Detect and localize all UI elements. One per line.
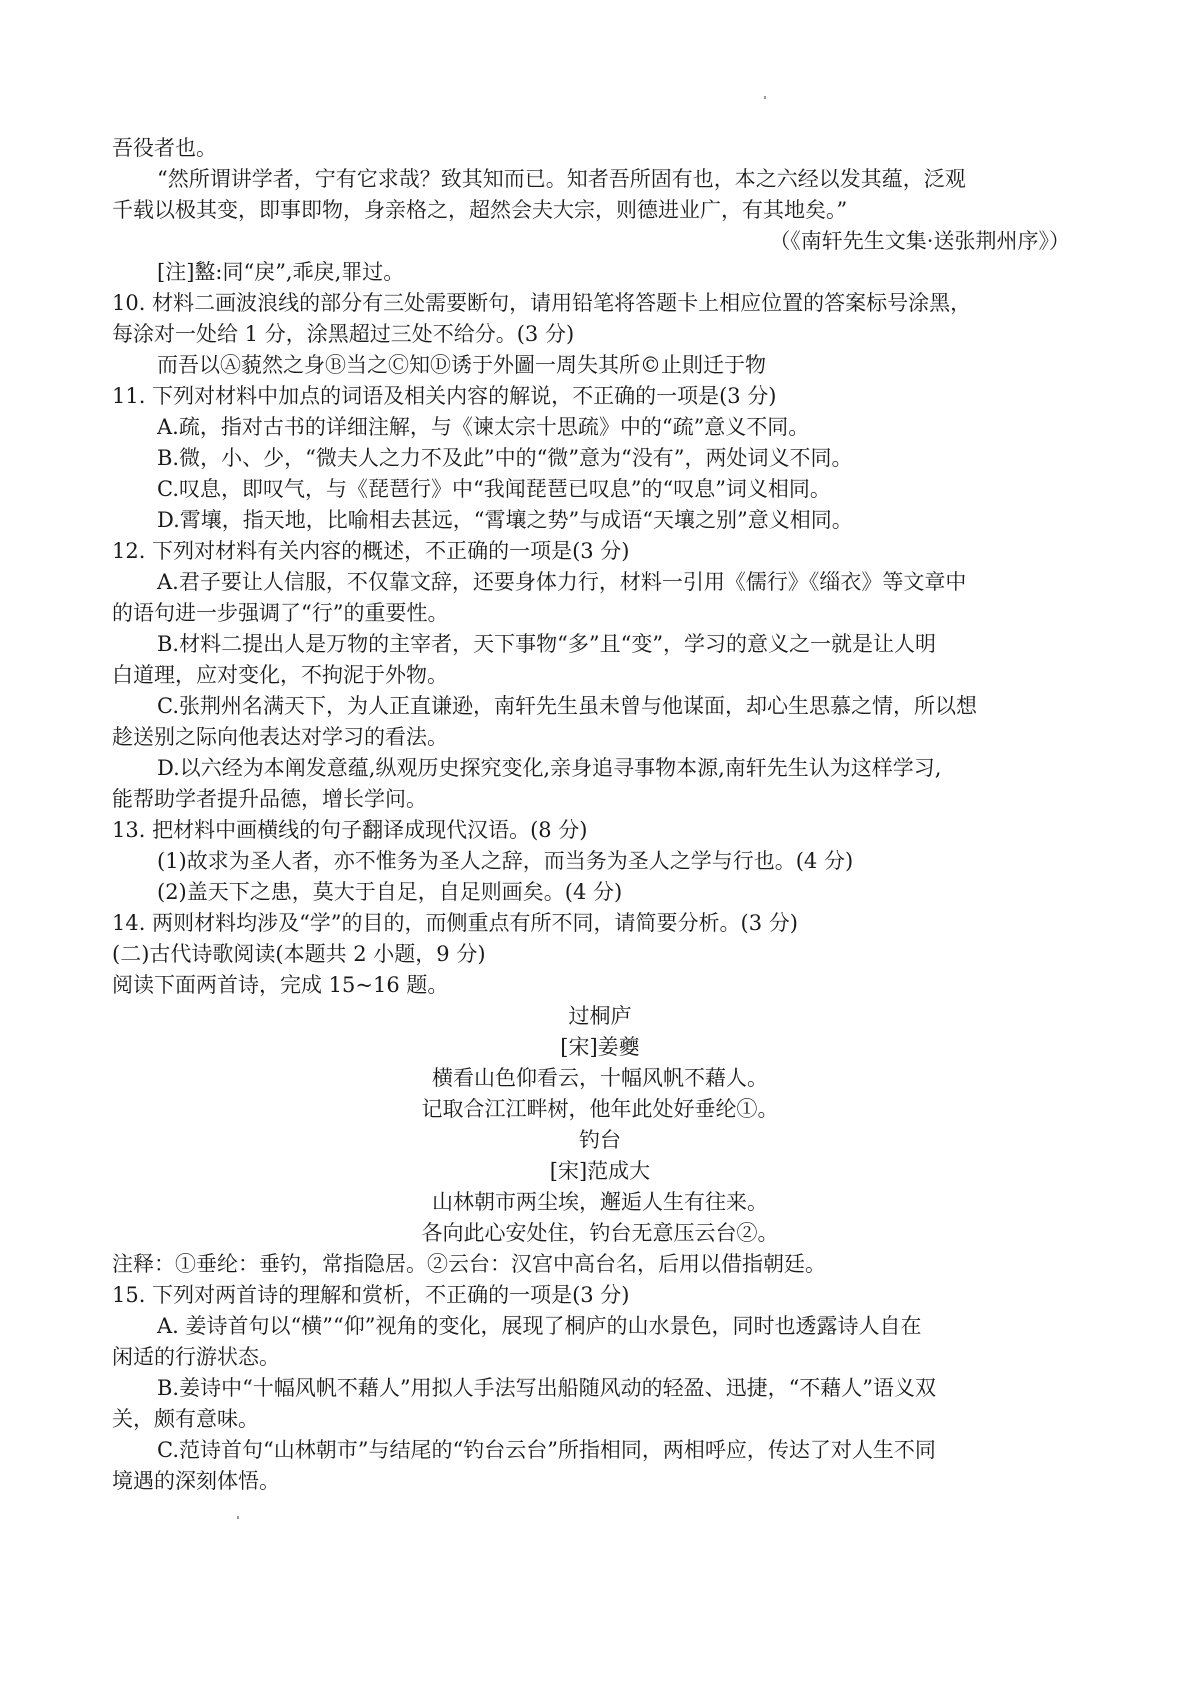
question-11: 11. 下列对材料中加点的词语及相关内容的解说，不正确的一项是(3 分) [112,384,777,408]
poem-title: 过桐庐 [568,1004,632,1028]
option-d: D.霄壤，指天地，比喻相去甚远，“霄壤之势”与成语“天壤之别”意义相同。 [157,508,853,532]
scan-speck [764,96,766,99]
option-b: B.姜诗中“十幅风帆不藉人”用拟人手法写出船随风动的轻盈、迅捷，“不藉人”语义双 [157,1376,937,1400]
option-c: C.范诗首句“山林朝市”与结尾的“钓台云台”所指相同，两相呼应，传达了对人生不同 [157,1438,936,1462]
option-a: A.疏，指对古书的详细注解，与《谏太宗十思疏》中的“疏”意义不同。 [157,415,810,439]
passage-line: 吾役者也。 [112,136,217,160]
option-c-cont: 趁送别之际向他表达对学习的看法。 [112,725,448,749]
poem-line: 横看山色仰看云，十幅风帆不藉人。 [432,1066,768,1090]
poem-author: [宋]范成大 [549,1159,651,1183]
scan-speck [237,1516,239,1519]
poem-author: [宋]姜夔 [560,1035,640,1059]
option-b-cont: 白道理，应对变化，不拘泥于外物。 [112,663,448,687]
option-b: B.材料二提出人是万物的主宰者，天下事物“多”且“变”，学习的意义之一就是让人明 [157,632,937,656]
poem-line: 山林朝市两尘埃，邂逅人生有往来。 [432,1190,768,1214]
question-10-sentence: 而吾以Ⓐ藐然之身Ⓑ当之Ⓒ知Ⓓ诱于外圖一周失其所©止則迁于物 [157,353,766,377]
option-a-cont: 的语句进一步强调了“行”的重要性。 [112,601,449,625]
option-c: C.张荆州名满天下，为人正直谦逊，南轩先生虽未曾与他谋面，却心生思慕之情，所以想 [157,694,977,718]
passage-source: （《南轩先生文集·送张荆州序》） [769,229,1070,253]
question-10: 10. 材料二画波浪线的部分有三处需要断句，请用铅笔将答题卡上相应位置的答案标号涂黑， [112,291,972,315]
passage-line: 千载以极其变，即事即物，身亲格之，超然会夫大宗，则德进业广，有其地矣。” [112,198,848,222]
section-heading: (二)古代诗歌阅读(本题共 2 小题，9 分) [112,942,486,966]
annotation: [注]盭:同“戾”,乖戾,罪过。 [157,260,405,284]
option-a: A.君子要让人信服，不仅靠文辞，还要身体力行，材料一引用《儒行》《缁衣》等文章中 [157,570,967,594]
instructions: 阅读下面两首诗，完成 15~16 题。 [112,973,449,997]
option-d: D.以六经为本阐发意蕴,纵观历史探究变化,亲身追寻事物本源,南轩先生认为这样学习, [157,756,942,780]
option-a: A. 姜诗首句以“横”“仰”视角的变化，展现了桐庐的山水景色，同时也透露诗人自在 [157,1314,922,1338]
option-d-cont: 能帮助学者提升品德，增长学问。 [112,787,427,811]
option-a-cont: 闲适的行游状态。 [112,1345,280,1369]
poem-line: 记取合江江畔树，他年此处好垂纶①。 [421,1097,779,1121]
question-15: 15. 下列对两首诗的理解和赏析，不正确的一项是(3 分) [112,1283,630,1307]
poem-notes: 注释：①垂纶：垂钓，常指隐居。②云台：汉宫中高台名，后用以借指朝廷。 [112,1252,826,1276]
question-10-cont: 每涂对一处给 1 分，涂黑超过三处不给分。(3 分) [112,322,575,346]
question-14: 14. 两则材料均涉及“学”的目的，而侧重点有所不同，请简要分析。(3 分) [112,911,798,935]
option-b-cont: 关，颇有意味。 [112,1407,259,1431]
option-c-cont: 境遇的深刻体悟。 [112,1469,280,1493]
option-c: C.叹息，即叹气，与《琵琶行》中“我闻琵琶已叹息”的“叹息”词义相同。 [157,477,831,501]
translation-item-2: (2)盖天下之患，莫大于自足，自足则画矣。(4 分) [157,880,623,904]
poem-title: 钓台 [579,1128,621,1152]
question-12: 12. 下列对材料有关内容的概述，不正确的一项是(3 分) [112,539,630,563]
poem-line: 各向此心安处住，钓台无意压云台②。 [421,1221,779,1245]
option-b: B.微，小、少，“微夫人之力不及此”中的“微”意为“没有”，两处词义不同。 [157,446,853,470]
question-13: 13. 把材料中画横线的句子翻译成现代汉语。(8 分) [112,818,588,842]
passage-line: “然所谓讲学者，宁有它求哉？致其知而已。知者吾所固有也，本之六经以发其蕴，泛观 [157,167,966,191]
translation-item-1: (1)故求为圣人者，亦不惟务为圣人之辞，而当务为圣人之学与行也。(4 分) [157,849,854,873]
